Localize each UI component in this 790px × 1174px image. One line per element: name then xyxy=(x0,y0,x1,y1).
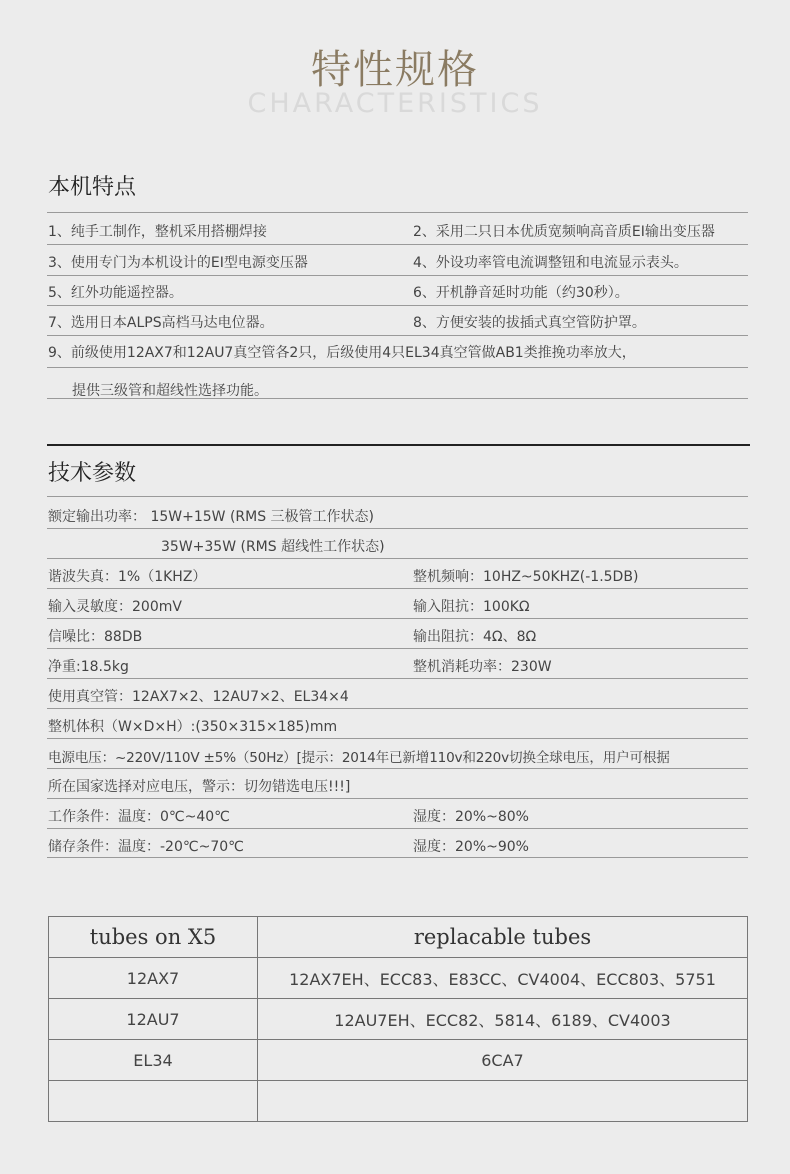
feature-item: 4、外设功率管电流调整钮和电流显示表头。 xyxy=(413,255,688,271)
divider xyxy=(47,398,748,399)
table-cell: 12AX7 xyxy=(49,958,258,999)
spec-item: 整机消耗功率：230W xyxy=(413,659,552,675)
table-row xyxy=(49,1040,748,1081)
divider xyxy=(47,367,748,368)
feature-item: 6、开机静音延时功能（约30秒）。 xyxy=(413,285,629,301)
spec-item: 输入灵敏度：200mV xyxy=(48,599,182,615)
divider xyxy=(47,648,748,649)
feature-item: 7、选用日本ALPS高档马达电位器。 xyxy=(48,315,274,331)
table-cell: 12AX7EH、ECC83、E83CC、CV4004、ECC803、5751 xyxy=(258,958,748,999)
divider xyxy=(47,244,748,245)
spec-voltage-line1: 电源电压：~220V/110V ±5%（50Hz）[提示：2014年已新增110v和220v切换全球电压，用户可根据 xyxy=(48,750,670,766)
divider xyxy=(47,738,748,739)
divider xyxy=(47,768,748,769)
spec-item: 信噪比：88DB xyxy=(48,629,143,645)
spec-row xyxy=(48,836,748,856)
feature-item: 2、采用二只日本优质宽频响高音质EI输出变压器 xyxy=(413,224,715,240)
divider xyxy=(47,305,748,306)
feature-item-9-line1: 9、前级使用12AX7和12AU7真空管各2只，后级使用4只EL34真空管做AB1类推挽功率放大， xyxy=(48,345,636,361)
feature-item: 1、纯手工制作，整机采用搭棚焊接 xyxy=(48,224,267,240)
feature-row xyxy=(48,312,748,332)
divider xyxy=(47,588,748,589)
spec-item: 净重:18.5kg xyxy=(48,659,129,675)
spec-item: 输出阻抗：4Ω、8Ω xyxy=(413,629,537,645)
feature-item-9-line2: 提供三级管和超线性选择功能。 xyxy=(72,383,268,399)
table-header-row xyxy=(49,917,748,958)
table-row xyxy=(49,1081,748,1122)
section-divider xyxy=(47,444,750,446)
table-cell: 12AU7EH、ECC82、5814、6189、CV4003 xyxy=(258,999,748,1040)
feature-item: 8、方便安装的拔插式真空管防护罩。 xyxy=(413,315,646,331)
spec-tubes: 使用真空管：12AX7×2、12AU7×2、EL34×4 xyxy=(48,689,349,705)
page-title: 特性规格 xyxy=(311,47,479,93)
divider xyxy=(47,708,748,709)
table-row xyxy=(49,958,748,999)
table-cell xyxy=(49,1081,258,1122)
specs-title: 技术参数 xyxy=(48,461,137,486)
divider xyxy=(47,275,748,276)
spec-row xyxy=(48,656,748,676)
spec-row xyxy=(48,806,748,826)
spec-output-power-2: 35W+35W (RMS 超线性工作状态) xyxy=(161,539,385,555)
tube-table xyxy=(48,916,748,1122)
spec-voltage-line2: 所在国家选择对应电压，警示：切勿错选电压!!!] xyxy=(48,779,351,795)
table-header-cell: replacable tubes xyxy=(258,917,748,958)
divider xyxy=(47,528,748,529)
table-cell: 6CA7 xyxy=(258,1040,748,1081)
feature-row xyxy=(48,282,748,302)
spec-item: 谐波失真：1%（1KHZ） xyxy=(48,569,207,585)
divider xyxy=(47,857,748,858)
spec-item: 湿度：20%~80% xyxy=(413,809,529,825)
spec-row xyxy=(48,566,748,586)
table-cell: EL34 xyxy=(49,1040,258,1081)
spec-dimensions: 整机体积（W×D×H）:(350×315×185)mm xyxy=(48,719,338,735)
spec-item: 工作条件：温度：0℃~40℃ xyxy=(48,809,230,825)
feature-row xyxy=(48,221,748,241)
divider xyxy=(47,798,748,799)
table-header-cell: tubes on X5 xyxy=(49,917,258,958)
divider xyxy=(47,335,748,336)
divider xyxy=(47,618,748,619)
spec-row xyxy=(48,596,748,616)
feature-item: 3、使用专门为本机设计的EI型电源变压器 xyxy=(48,255,308,271)
spec-output-power: 额定输出功率： 15W+15W (RMS 三极管工作状态) xyxy=(48,509,375,525)
spec-row xyxy=(48,626,748,646)
spec-item: 输入阻抗：100KΩ xyxy=(413,599,530,615)
divider xyxy=(47,828,748,829)
spec-item: 储存条件：温度：-20℃~70℃ xyxy=(48,839,244,855)
table-cell: 12AU7 xyxy=(49,999,258,1040)
features-title: 本机特点 xyxy=(48,175,137,200)
divider xyxy=(47,678,748,679)
table-cell xyxy=(258,1081,748,1122)
page-subtitle: CHARACTERISTICS xyxy=(247,88,543,119)
divider xyxy=(47,212,748,213)
divider xyxy=(47,558,748,559)
spec-item: 整机频响：10HZ~50KHZ(-1.5DB) xyxy=(413,569,639,585)
spec-item: 湿度：20%~90% xyxy=(413,839,529,855)
feature-item: 5、红外功能遥控器。 xyxy=(48,285,183,301)
feature-row xyxy=(48,252,748,272)
divider xyxy=(47,496,748,497)
table-row xyxy=(49,999,748,1040)
